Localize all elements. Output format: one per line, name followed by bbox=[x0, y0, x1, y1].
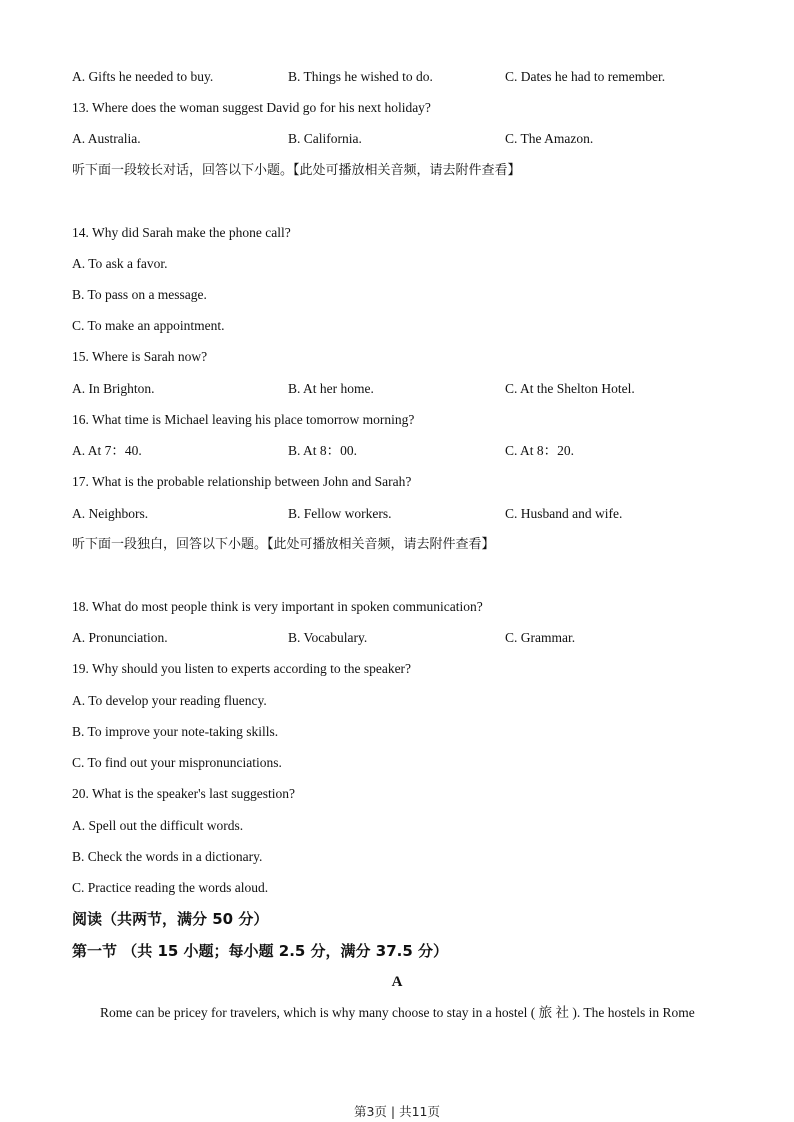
q16-option-b: B. At 8：00. bbox=[288, 443, 358, 458]
q13-question: 13. Where does the woman suggest David go for his next holiday? bbox=[72, 100, 431, 115]
page-footer: 第3页 | 共11页 bbox=[353, 1104, 441, 1119]
q15-question: 15. Where is Sarah now? bbox=[72, 349, 208, 364]
q18-option-b: B. Vocabulary. bbox=[288, 630, 368, 645]
q16-option-a: A. At 7：40. bbox=[72, 443, 142, 458]
section1-heading: 第一节 （共 15 小题；每小题 2.5 分，满分 37.5 分） bbox=[72, 942, 449, 960]
q19-question: 19. Why should you listen to experts according to the speaker? bbox=[72, 661, 412, 676]
q14-option-a: A. To ask a favor. bbox=[72, 256, 168, 271]
q17-option-a: A. Neighbors. bbox=[72, 506, 149, 521]
instruction-long-dialogue: 听下面一段较长对话，回答以下小题。【此处可播放相关音频，请去附件查看】 bbox=[72, 163, 521, 178]
q20-question: 20. What is the speaker's last suggestion? bbox=[72, 786, 296, 801]
q16-question: 16. What time is Michael leaving his place tomorrow morning? bbox=[72, 412, 415, 427]
q17-option-c: C. Husband and wife. bbox=[505, 506, 623, 521]
q12-option-b: B. Things he wished to do. bbox=[288, 69, 433, 84]
q14-option-b: B. To pass on a message. bbox=[72, 287, 207, 302]
q13-option-a: A. Australia. bbox=[72, 131, 141, 146]
q14-option-c: C. To make an appointment. bbox=[72, 318, 225, 333]
passage-label: A bbox=[391, 974, 403, 990]
q17-question: 17. What is the probable relationship between John and Sarah? bbox=[72, 474, 412, 489]
q13-option-b: B. California. bbox=[288, 131, 362, 146]
q16-option-c: C. At 8：20. bbox=[505, 443, 575, 458]
instruction-monologue: 听下面一段独白，回答以下小题。【此处可播放相关音频，请去附件查看】 bbox=[72, 537, 495, 552]
q19-option-a: A. To develop your reading fluency. bbox=[72, 693, 267, 708]
q19-option-b: B. To improve your note-taking skills. bbox=[72, 724, 279, 739]
q20-option-b: B. Check the words in a dictionary. bbox=[72, 849, 263, 864]
q18-question: 18. What do most people think is very important in spoken communication? bbox=[72, 599, 483, 614]
passage-text: Rome can be pricey for travelers, which is why many choose to stay in a hostel ( 旅 社 ). The hostels in Rome bbox=[100, 1005, 695, 1020]
q15-option-b: B. At her home. bbox=[288, 381, 374, 396]
q15-option-a: A. In Brighton. bbox=[72, 381, 155, 396]
reading-heading: 阅读（共两节，满分 50 分） bbox=[72, 910, 269, 928]
q15-option-c: C. At the Shelton Hotel. bbox=[505, 381, 635, 396]
q12-option-c: C. Dates he had to remember. bbox=[505, 69, 666, 84]
q13-option-c: C. The Amazon. bbox=[505, 131, 594, 146]
q14-question: 14. Why did Sarah make the phone call? bbox=[72, 225, 291, 240]
q20-option-c: C. Practice reading the words aloud. bbox=[72, 880, 269, 895]
q19-option-c: C. To find out your mispronunciations. bbox=[72, 755, 282, 770]
q17-option-b: B. Fellow workers. bbox=[288, 506, 392, 521]
q18-option-c: C. Grammar. bbox=[505, 630, 576, 645]
q12-option-a: A. Gifts he needed to buy. bbox=[72, 69, 214, 84]
q18-option-a: A. Pronunciation. bbox=[72, 630, 168, 645]
q20-option-a: A. Spell out the difficult words. bbox=[72, 818, 244, 833]
